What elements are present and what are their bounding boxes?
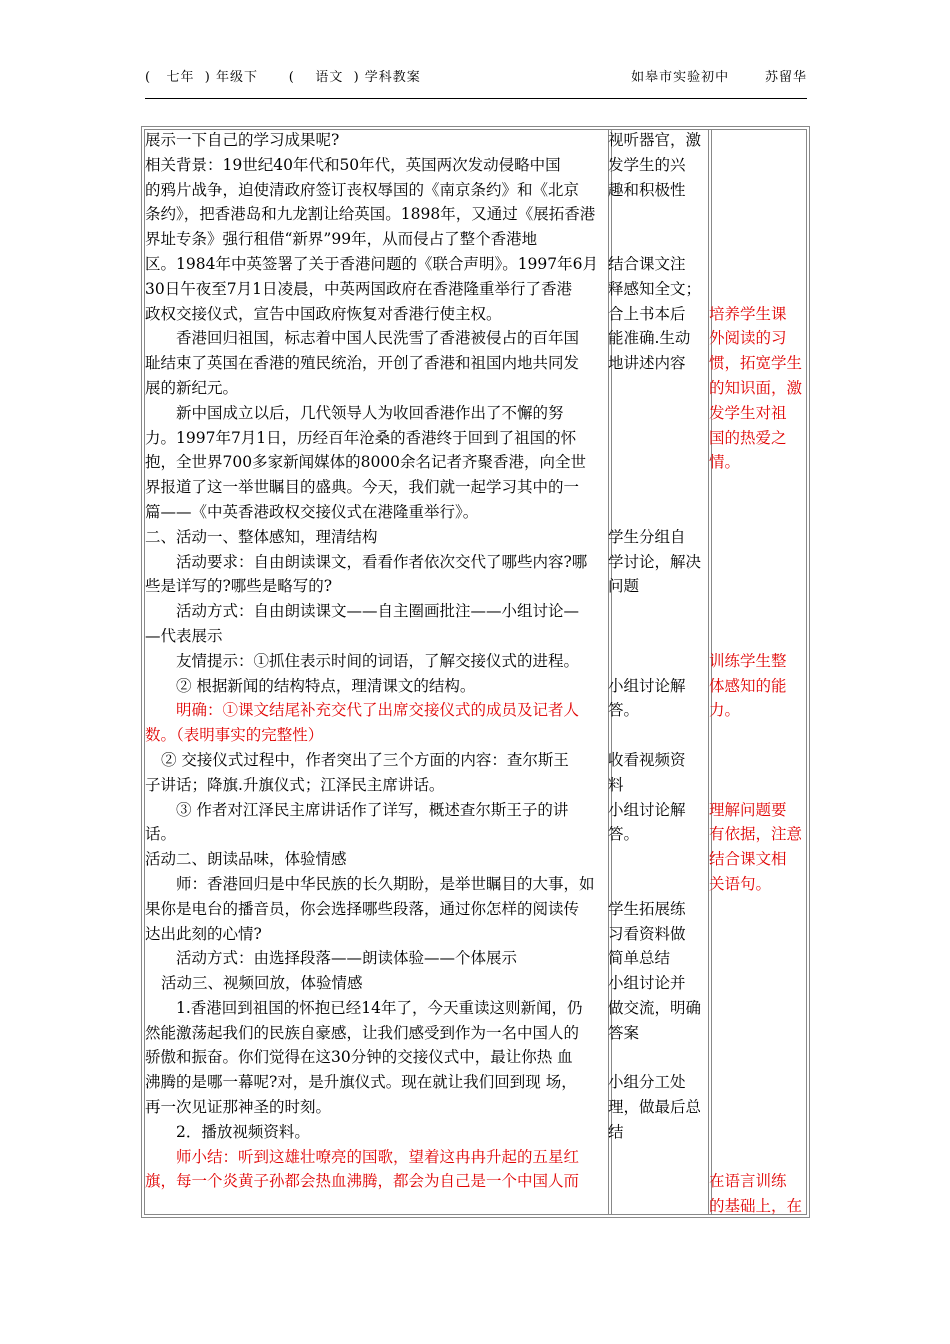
method-line: 视听器官，激 <box>608 131 702 149</box>
method-line: 小组分工处 <box>608 1073 686 1092</box>
intent-line <box>709 252 809 277</box>
intent-line: 培养学生课 <box>709 304 787 323</box>
text-line: 抱，全世界700多家新闻媒体的8000余名记者齐聚香港，向全世 <box>145 453 587 472</box>
method-line: 发学生的兴 <box>608 155 686 174</box>
method-column <box>608 128 708 1145</box>
method-line <box>608 599 708 624</box>
header-course-info: ( 七年 ) 年级下 ( 语文 ) 学科教案 <box>145 70 421 85</box>
intent-line <box>709 202 809 227</box>
text-line: 活动要求：自由朗读课文，看看作者依次交代了哪些内容?哪 <box>176 552 588 571</box>
intent-line <box>709 277 809 302</box>
text-line: 1.香港回到祖国的怀抱已经14年了，今天重读这则新闻，仍 <box>176 998 583 1017</box>
section-heading: 活动二、朗读品味，体验情感 <box>145 850 347 869</box>
method-line <box>608 500 708 525</box>
text-line: ③ 作者对江泽民主席讲话作了详写，概述查尔斯王子的讲 <box>176 800 569 819</box>
header-school-author: 如皋市实验初中 苏留华 <box>631 70 807 85</box>
intent-line <box>709 475 809 500</box>
text-line: 相关背景：19世纪40年代和50年代，英国两次发动侵略中国 <box>145 155 561 174</box>
summary-highlight: 师小结：听到这雄壮嘹亮的国歌，望着这冉冉升起的五星红 <box>176 1147 580 1166</box>
text-line: 区。1984年中英签署了关于香港问题的《联合声明》。1997年6月 <box>145 254 599 273</box>
method-line: 习看资料做 <box>608 924 686 943</box>
method-line: 小组讨论解 <box>608 800 686 819</box>
method-line <box>608 872 708 897</box>
section-heading: 二、活动一、整体感知，理清结构 <box>145 527 378 546</box>
intent-line <box>709 946 809 971</box>
method-line <box>608 426 708 451</box>
text-line: 然能激荡起我们的民族自豪感，让我们感受到作为一名中国人的 <box>145 1023 580 1042</box>
method-line <box>608 847 708 872</box>
intent-line: 体感知的能 <box>709 676 787 695</box>
intent-line <box>709 1120 809 1145</box>
method-line: 趣和积极性 <box>608 180 686 199</box>
text-line: 子讲话；降旗.升旗仪式；江泽民主席讲话。 <box>145 775 445 794</box>
intent-line: 的基础上，在 <box>709 1197 803 1216</box>
intent-line <box>709 178 809 203</box>
method-line: 小组讨论并 <box>608 974 686 993</box>
method-line: 答。 <box>608 701 640 720</box>
text-line: 达出此刻的心情? <box>145 924 262 943</box>
method-line: 学讨论，解决 <box>608 552 702 571</box>
intent-line <box>709 574 809 599</box>
text-line: 新中国成立以后，几代领导人为收回香港作出了不懈的努 <box>176 403 564 422</box>
intent-line <box>709 748 809 773</box>
method-line <box>608 227 708 252</box>
intent-line: 训练学生整 <box>709 651 787 670</box>
text-line: 师：香港回归是中华民族的长久期盼，是举世瞩目的大事，如 <box>176 874 595 893</box>
method-line: 理，做最后总 <box>608 1098 702 1117</box>
method-line <box>608 475 708 500</box>
intent-line <box>709 153 809 178</box>
intent-line: 惯，拓宽学生 <box>709 354 803 373</box>
intent-line: 国的热爱之 <box>709 428 787 447</box>
intent-line <box>709 897 809 922</box>
method-line: 结 <box>608 1122 624 1141</box>
method-line: 学生分组自 <box>608 527 686 546</box>
method-line: 能准确.生动 <box>608 329 691 348</box>
text-line: 的鸦片战争，迫使清政府签订丧权辱国的《南京条约》和《北京 <box>145 180 580 199</box>
intent-line <box>709 1045 809 1070</box>
intent-line: 关语句。 <box>709 874 772 893</box>
method-line <box>608 1045 708 1070</box>
intent-line: 在语言训练 <box>709 1172 787 1191</box>
intent-line: 有依据，注意 <box>709 825 803 844</box>
intent-line <box>709 1021 809 1046</box>
text-line: 友情提示：①抓住表示时间的词语，了解交接仪式的进程。 <box>176 651 580 670</box>
text-line: 话。 <box>145 825 177 844</box>
intent-line <box>709 550 809 575</box>
header-divider <box>145 98 807 99</box>
text-line: 力。1997年7月1日，历经百年沧桑的香港终于回到了祖国的怀 <box>145 428 577 447</box>
method-line <box>608 202 708 227</box>
method-line: 学生拓展练 <box>608 899 686 918</box>
method-line: 答。 <box>608 825 640 844</box>
method-line: 简单总结 <box>608 949 671 968</box>
text-line: 香港回归祖国，标志着中国人民洗雪了香港被侵占的百年国 <box>176 329 580 348</box>
intent-line: 的知识面，激 <box>709 378 803 397</box>
method-line: 小组讨论解 <box>608 676 686 695</box>
text-line: ② 根据新闻的结构特点，理清课文的结构。 <box>176 676 476 695</box>
text-line: 骄傲和振奋。你们觉得在这30分钟的交接仪式中，最让你热 血 <box>145 1048 573 1067</box>
intent-line <box>709 227 809 252</box>
text-line: 果你是电台的播音员，你会选择哪些段落，通过你怎样的阅读传 <box>145 899 580 918</box>
text-line: 再一次见证那神圣的时刻。 <box>145 1098 332 1117</box>
intent-line <box>709 723 809 748</box>
text-line: 耻结束了英国在香港的殖民统治，开创了香港和祖国内地共同发 <box>145 354 580 373</box>
method-line <box>608 624 708 649</box>
intent-line <box>709 1070 809 1095</box>
text-line: 条约》，把香港岛和九龙割让给英国。1898年，又通过《展拓香港 <box>145 205 596 224</box>
method-line: 地讲述内容 <box>608 354 686 373</box>
text-line: 活动方式：自由朗读课文——自主圈画批注——小组讨论— <box>176 602 580 621</box>
summary-highlight: 旗，每一个炎黄子孙都会热血沸腾，都会为自己是一个中国人而 <box>145 1172 580 1191</box>
text-line: 篇——《中英香港政权交接仪式在港隆重举行》。 <box>145 502 479 521</box>
method-line: 料 <box>608 775 624 794</box>
intent-line <box>709 773 809 798</box>
text-line: 沸腾的是哪一幕呢?对，是升旗仪式。现在就让我们回到现 场， <box>145 1073 577 1092</box>
text-line: 界址专条》强行租借“新界”99年，从而侵占了整个香港地 <box>145 230 538 249</box>
section-heading: 活动三、视频回放，体验情感 <box>161 974 363 993</box>
intent-line <box>709 1145 809 1170</box>
intent-line <box>709 128 809 153</box>
method-line: 问题 <box>608 577 640 596</box>
text-line: 展的新纪元。 <box>145 378 239 397</box>
intent-line: 情。 <box>709 453 741 472</box>
intent-line: 理解问题要 <box>709 800 787 819</box>
method-line: 做交流，明确 <box>608 998 702 1017</box>
method-line: 释感知全文； <box>608 279 702 298</box>
method-line <box>608 723 708 748</box>
text-line: —代表展示 <box>145 626 223 645</box>
intent-line <box>709 500 809 525</box>
intent-line: 外阅读的习 <box>709 329 787 348</box>
method-line: 结合课文注 <box>608 254 686 273</box>
text-line: 2．播放视频资料。 <box>176 1122 310 1141</box>
text-line: 活动方式：由选择段落——朗读体验——个体展示 <box>176 949 518 968</box>
intent-line: 结合课文相 <box>709 850 787 869</box>
method-line: 答案 <box>608 1023 640 1042</box>
text-line: 30日午夜至7月1日凌晨，中英两国政府在香港隆重举行了香港 <box>145 279 572 298</box>
intent-line <box>709 922 809 947</box>
method-line <box>608 649 708 674</box>
text-line: ② 交接仪式过程中，作者突出了三个方面的内容：查尔斯王 <box>161 750 569 769</box>
page-header <box>145 64 807 86</box>
intent-line <box>709 624 809 649</box>
answer-highlight: 数。（表明事实的完整性） <box>145 726 324 745</box>
method-line: 收看视频资 <box>608 750 686 769</box>
text-line: 政权交接仪式，宣告中国政府恢复对香港行使主权。 <box>145 304 502 323</box>
text-line: 展示一下自己的学习成果呢? <box>145 131 340 149</box>
method-line <box>608 450 708 475</box>
intent-line <box>709 996 809 1021</box>
method-line <box>608 376 708 401</box>
intent-line <box>709 525 809 550</box>
text-line: 些是详写的?哪些是略写的? <box>145 577 333 596</box>
method-line: 合上书本后 <box>608 304 686 323</box>
teaching-process-column <box>145 128 611 1194</box>
text-line: 界报道了这一举世瞩目的盛典。今天，我们就一起学习其中的一 <box>145 478 580 497</box>
answer-highlight: 明确：①课文结尾补充交代了出席交接仪式的成员及记者人 <box>176 701 580 720</box>
design-intent-column <box>709 128 809 1219</box>
intent-line: 力。 <box>709 701 741 720</box>
intent-line <box>709 971 809 996</box>
intent-line: 发学生对祖 <box>709 403 787 422</box>
method-line <box>608 401 708 426</box>
intent-line <box>709 599 809 624</box>
intent-line <box>709 1095 809 1120</box>
